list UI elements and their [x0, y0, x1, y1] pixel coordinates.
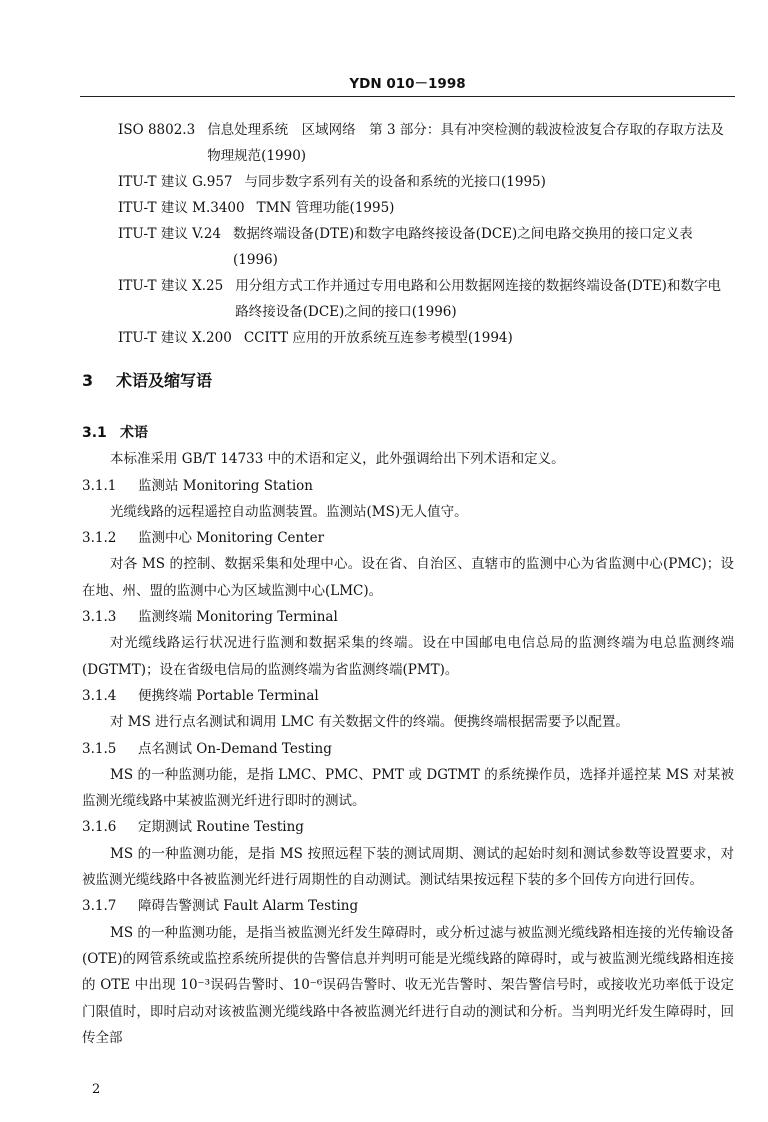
term-number: 3.1.3 — [82, 609, 117, 626]
header-rule — [80, 96, 735, 97]
term-heading — [82, 604, 734, 630]
term-name: 监测站 Monitoring Station — [138, 477, 313, 494]
term-definition: 对各 MS 的控制、数据采集和处理中心。设在省、自治区、直辖市的监测中心为省监测中心(PMC)；设在地、州、盟的监测中心为区域监测中心(LMC)。 — [82, 556, 734, 599]
term-name: 便携终端 Portable Terminal — [138, 687, 319, 704]
running-header: YDN 010－1998 — [349, 76, 466, 92]
term-number: 3.1.1 — [82, 477, 117, 494]
term-name: 监测中心 Monitoring Center — [138, 530, 325, 547]
section-number: 3 — [82, 371, 94, 390]
term-definition: 对光缆线路运行状况进行监测和数据采集的终端。设在中国邮电电信总局的监测终端为电总监测终端(DGTMT)；设在省级电信局的监测终端为省监测终端(PMT)。 — [82, 635, 734, 678]
reference-code: ITU-T 建议 G.957 — [118, 174, 233, 190]
term-heading — [82, 814, 734, 840]
reference-title: 数据终端设备(DTE)和数字电路终接设备(DCE)之间电路交换用的接口定义表(1996) — [233, 226, 693, 268]
reference-item — [118, 221, 734, 273]
section-body — [82, 420, 734, 1051]
term-name: 点名测试 On-Demand Testing — [138, 740, 332, 757]
reference-title: 与同步数字系列有关的设备和系统的光接口(1995) — [244, 174, 546, 190]
term-heading — [82, 525, 734, 551]
term-heading — [82, 473, 734, 499]
section-heading — [82, 368, 212, 391]
term-number: 3.1.2 — [82, 530, 117, 547]
term-heading — [82, 736, 734, 762]
term-name: 障碍告警测试 Fault Alarm Testing — [138, 898, 359, 915]
term-definition: 光缆线路的远程遥控自动监测装置。监测站(MS)无人值守。 — [110, 503, 468, 520]
subsection-heading — [82, 420, 734, 446]
reference-code: ITU-T 建议 X.25 — [118, 278, 224, 294]
term-heading — [82, 893, 734, 919]
reference-code: ITU-T 建议 V.24 — [118, 226, 222, 242]
reference-title: 信息处理系统 区域网络 第 3 部分：具有冲突检测的载波检波复合存取的存取方法及物理规范(1990) — [207, 122, 724, 164]
reference-item — [118, 325, 734, 351]
reference-list — [118, 117, 734, 351]
reference-title: CCITT 应用的开放系统互连参考模型(1994) — [243, 330, 513, 346]
subsection-number: 3.1 — [82, 425, 107, 441]
term-definition: MS 的一种监测功能，是指当被监测光纤发生障碍时，或分析过滤与被监测光缆线路相连接的光传输设备(OTE)的网管系统或监控系统所提供的告警信息并判明可能是光缆线路的障碍时，或与被监测光缆线路相连接的 OTE 中出现 10⁻³误码告警时、10⁻⁶误码告警时、收无光告警时、架告警信号时，或接收光功率低于设定门限值时，即时启动对该被监测光缆线路中各被监测光纤进行自动的测试和分析。当判明光纤发生障碍时，回传全部 — [82, 924, 734, 1046]
term-definition: 对 MS 进行点名测试和调用 LMC 有关数据文件的终端。便携终端根据需要予以配置。 — [110, 714, 629, 731]
subsection-title: 术语 — [120, 425, 148, 441]
term-definition: MS 的一种监测功能，是指 LMC、PMC、PMT 或 DGTMT 的系统操作员，选择并遥控某 MS 对某被监测光缆线路中某被监测光纤进行即时的测试。 — [82, 766, 734, 810]
term-number: 3.1.4 — [82, 687, 117, 704]
reference-item — [118, 169, 734, 195]
term-number: 3.1.5 — [82, 740, 117, 757]
reference-title: TMN 管理功能(1995) — [256, 200, 395, 216]
term-heading — [82, 683, 734, 709]
subsection-intro: 本标准采用 GB/T 14733 中的术语和定义，此外强调给出下列术语和定义。 — [110, 451, 565, 468]
page-number: 2 — [92, 1082, 101, 1097]
term-definition: MS 的一种监测功能，是指 MS 按照远程下装的测试周期、测试的起始时刻和测试参数等设置要求，对被监测光缆线路中各被监测光纤进行周期性的自动测试。测试结果按远程下装的多个回传方向进行回传。 — [82, 845, 734, 889]
reference-code: ITU-T 建议 X.200 — [118, 330, 232, 346]
reference-title: 用分组方式工作并通过专用电路和公用数据网连接的数据终端设备(DTE)和数字电路终接设备(DCE)之间的接口(1996) — [235, 278, 721, 320]
section-title: 术语及缩写语 — [116, 371, 213, 390]
term-name: 监测终端 Monitoring Terminal — [138, 609, 338, 626]
term-name: 定期测试 Routine Testing — [138, 819, 304, 836]
reference-code: ITU-T 建议 M.3400 — [118, 200, 245, 216]
term-number: 3.1.6 — [82, 819, 117, 836]
term-number: 3.1.7 — [82, 898, 117, 915]
reference-item — [118, 195, 734, 221]
reference-code: ISO 8802.3 — [118, 122, 196, 138]
reference-item — [118, 117, 734, 169]
reference-item — [118, 273, 734, 325]
